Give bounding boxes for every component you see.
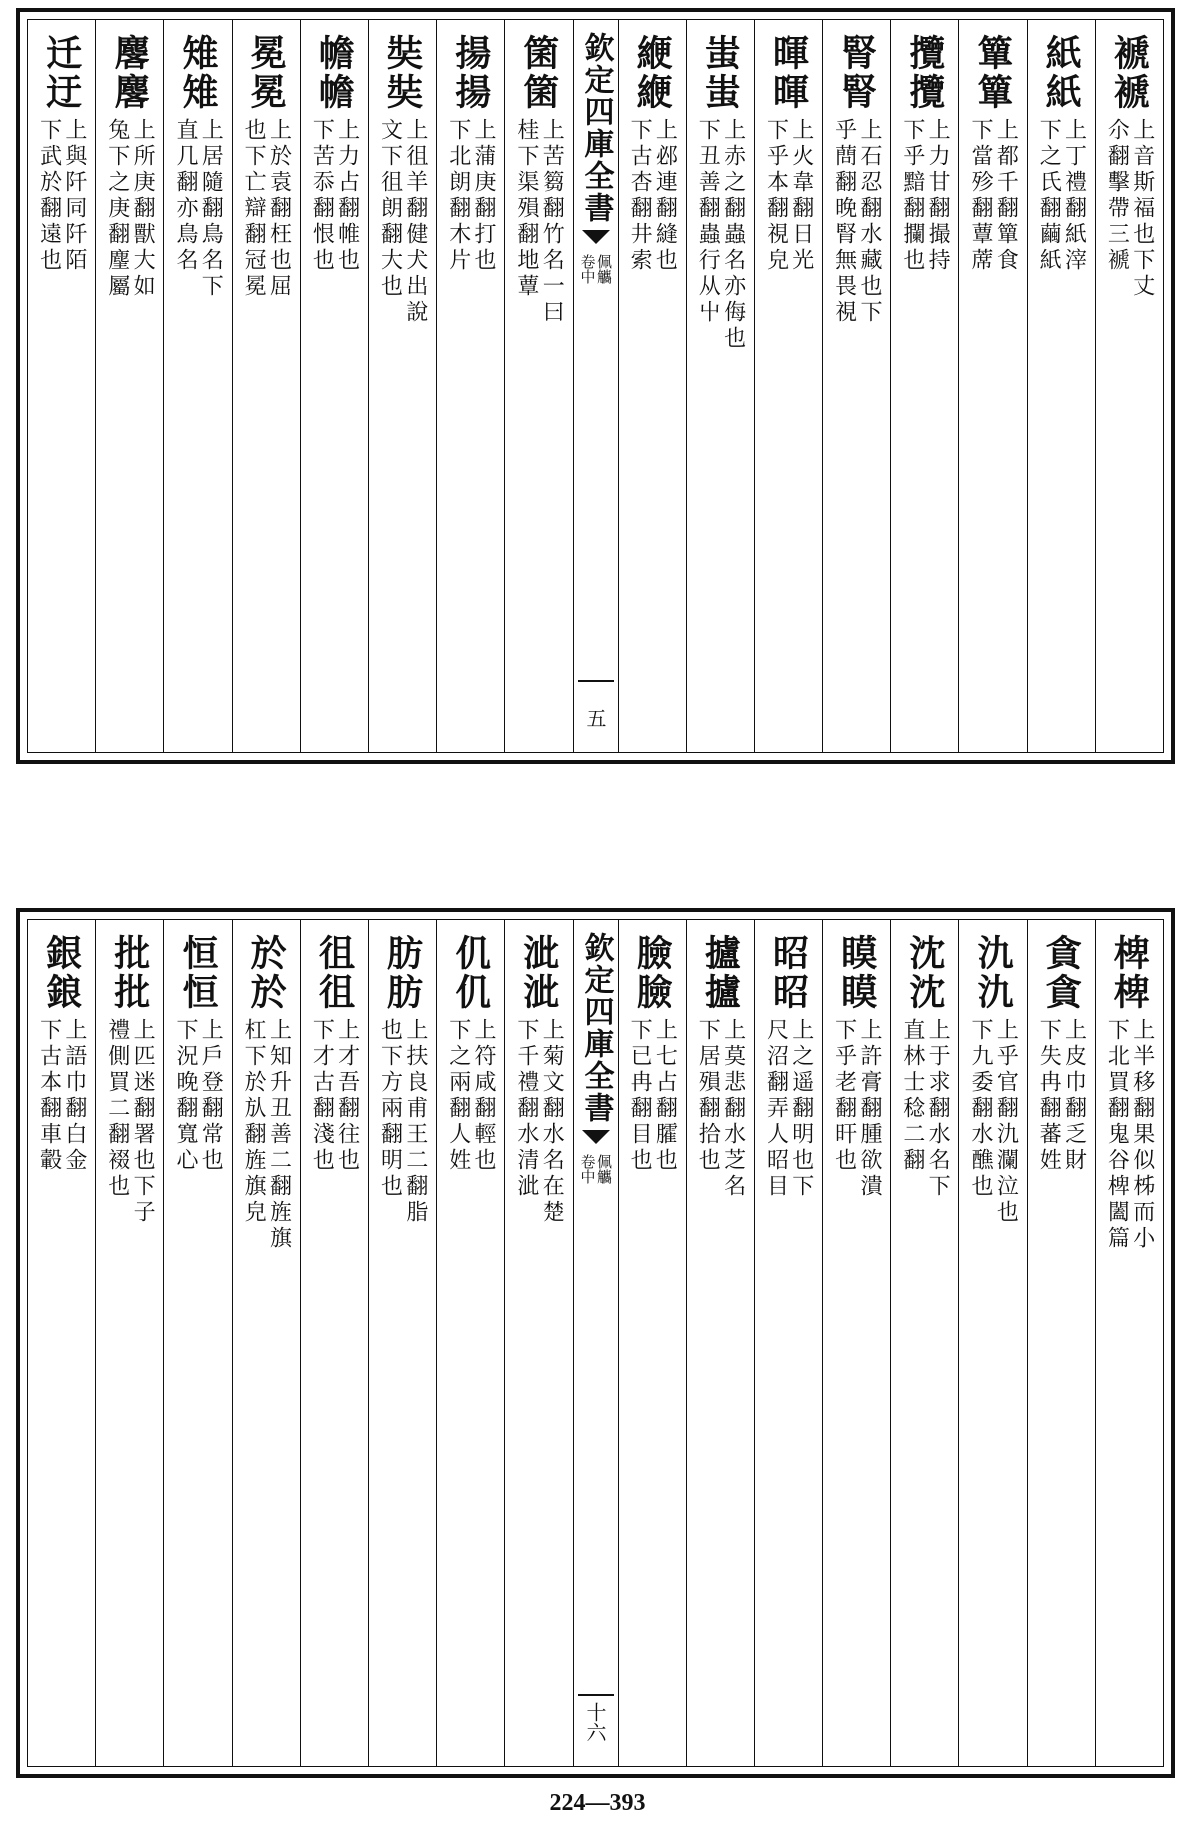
entry-headword: 幨幨	[313, 34, 356, 112]
entry-column	[95, 920, 163, 1766]
fishtail-mark	[582, 1130, 610, 1144]
entry-note-line: 下乎本翻視皃	[763, 118, 789, 274]
entry-note-line: 上許膏翻腫欲潰	[856, 1018, 882, 1200]
entry-note-line: 下之氏翻繭紙	[1036, 118, 1062, 274]
volume-label	[579, 1154, 612, 1184]
entry-notes	[377, 1018, 428, 1226]
entry-note-line: 上蒲庚翻打也	[471, 118, 497, 274]
entry-headword: 迁迂	[40, 34, 83, 112]
entry-headword: 腎腎	[835, 34, 878, 112]
fold-rule	[578, 1694, 614, 1696]
entry-note-line: 上匹迷翻署也下子	[130, 1018, 156, 1226]
entry-note-line: 上音斯福也下丈	[1129, 118, 1155, 300]
entry-note-line: 也下亡辯翻冠冕	[241, 118, 267, 300]
entry-notes	[173, 118, 224, 300]
entry-column	[300, 20, 368, 752]
volume-label-line: 卷中	[578, 1154, 597, 1184]
entry-column	[618, 20, 686, 752]
entry-column	[163, 20, 231, 752]
entry-note-line: 上半移翻果似柹而小	[1129, 1018, 1155, 1252]
entry-column	[1095, 920, 1163, 1766]
entry-headword: 雉雉	[176, 34, 219, 112]
entry-column	[1095, 20, 1163, 752]
entry-note-line: 上力占翻帷也	[334, 118, 360, 274]
entry-note-line: 上苦篘翻竹名一曰	[539, 118, 565, 326]
entry-headword: 奘奘	[381, 34, 424, 112]
entry-note-line: 下九委翻水醮也	[968, 1018, 994, 1200]
entry-note-line: 下北買翻鬼谷椑闔篇	[1104, 1018, 1130, 1252]
entry-headword: 仉仉	[449, 934, 492, 1012]
entry-headword: 緶緶	[631, 34, 674, 112]
entry-headword: 氿氿	[972, 934, 1015, 1012]
entry-note-line: 文下徂朗翻大也	[377, 118, 403, 300]
entry-notes	[36, 1018, 87, 1174]
entry-note-line: 上丁禮翻紙滓	[1061, 118, 1087, 274]
entry-headword: 冕冕	[245, 34, 288, 112]
entry-note-line: 上之遥翻明也下	[788, 1018, 814, 1200]
entry-note-line: 下乎老翻旰也	[831, 1018, 857, 1174]
entry-note-line: 上戶登翻常也	[198, 1018, 224, 1174]
entry-headword: 恒恒	[176, 934, 219, 1012]
entry-notes	[1104, 118, 1155, 300]
entry-note-line: 下乎黯翻攔也	[899, 118, 925, 274]
entry-notes	[514, 1018, 565, 1226]
entry-notes	[1036, 118, 1087, 274]
entry-notes	[1104, 1018, 1155, 1252]
entry-column	[504, 920, 572, 1766]
center-fold-column	[573, 20, 618, 752]
entry-notes	[1036, 1018, 1087, 1174]
entry-note-line: 也下方兩翻明也	[377, 1018, 403, 1200]
entry-notes	[241, 1018, 292, 1252]
page-top	[16, 8, 1175, 764]
entry-notes	[627, 1018, 678, 1174]
entry-note-line: 下苦忝翻恨也	[309, 118, 335, 274]
entry-headword: 銀鋃	[40, 934, 83, 1012]
entry-headword: 紙紙	[1040, 34, 1083, 112]
entry-headword: 揚揚	[449, 34, 492, 112]
volume-label-line: 佩觿	[595, 1154, 613, 1184]
entry-notes	[514, 118, 565, 326]
entry-column	[958, 920, 1026, 1766]
entry-note-line: 杠下於㫃翻旌旗皃	[241, 1018, 267, 1226]
entry-note-line: 下況晚翻寬心	[172, 1018, 198, 1174]
entry-headword: 暉暉	[767, 34, 810, 112]
entry-note-line: 上于求翻水名下	[925, 1018, 951, 1200]
entry-note-line: 上力甘翻撮持	[925, 118, 951, 274]
entry-note-line: 上皮巾翻乏財	[1061, 1018, 1087, 1174]
entry-note-line: 上知升丑善二翻旌旗	[266, 1018, 292, 1252]
entry-column	[232, 920, 300, 1766]
entry-column	[504, 20, 572, 752]
entry-notes	[445, 1018, 496, 1174]
entry-notes	[309, 1018, 360, 1174]
entry-note-line: 尺沼翻弄人昭目	[763, 1018, 789, 1200]
entry-note-line: 上石忍翻水藏也下	[856, 118, 882, 326]
entry-headword: 褫褫	[1108, 34, 1151, 112]
entry-note-line: 禮側買二翻裰也	[104, 1018, 130, 1200]
entry-column	[232, 20, 300, 752]
entry-note-line: 上乎官翻氿瀾泣也	[993, 1018, 1019, 1226]
entry-note-line: 下古杏翻井索	[627, 118, 653, 274]
entry-notes	[173, 1018, 224, 1174]
entry-column	[890, 20, 958, 752]
entry-notes	[104, 118, 155, 300]
entry-column	[618, 920, 686, 1766]
entry-notes	[695, 1018, 746, 1200]
entry-notes	[377, 118, 428, 326]
entry-note-line: 下居殞翻拾也	[695, 1018, 721, 1174]
page-bottom	[16, 908, 1175, 1778]
entry-notes	[104, 1018, 155, 1226]
entry-note-line: 上語巾翻白金	[61, 1018, 87, 1174]
entry-column	[95, 20, 163, 752]
entry-headword: 貪貪	[1040, 934, 1083, 1012]
entry-notes	[831, 1018, 882, 1200]
entry-headword: 於於	[245, 934, 288, 1012]
entry-headword: 椑椑	[1108, 934, 1151, 1012]
entry-note-line: 下古本翻車轂	[36, 1018, 62, 1174]
entry-column	[822, 920, 890, 1766]
entry-notes	[763, 1018, 814, 1200]
book-title: 欽定四庫全書	[578, 32, 614, 224]
entry-note-line: 上徂羊翻健犬出說	[402, 118, 428, 326]
entry-notes	[968, 1018, 1019, 1226]
entry-column	[436, 20, 504, 752]
entry-notes	[36, 118, 87, 274]
entry-notes	[627, 118, 678, 274]
entry-column	[1027, 920, 1095, 1766]
entry-column	[28, 920, 95, 1766]
entry-note-line: 上於袁翻枉也屈	[266, 118, 292, 300]
entry-column	[163, 920, 231, 1766]
entry-column	[754, 20, 822, 752]
entry-note-line: 上才吾翻往也	[334, 1018, 360, 1174]
entry-note-line: 桂下渠殞翻地蕈	[513, 118, 539, 300]
entry-notes	[900, 118, 951, 274]
entry-note-line: 上邲連翻縫也	[652, 118, 678, 274]
entry-note-line: 下才古翻淺也	[309, 1018, 335, 1174]
page-number: 五	[583, 708, 607, 728]
entry-note-line: 上赤之翻蟲名亦侮也	[720, 118, 746, 352]
entry-column	[686, 920, 754, 1766]
entry-column	[368, 920, 436, 1766]
entry-note-line: 上菊文翻水名在楚	[539, 1018, 565, 1226]
entry-headword: 箘箘	[517, 34, 560, 112]
entry-column	[368, 20, 436, 752]
entry-note-line: 上居隨翻鳥名下	[198, 118, 224, 300]
volume-label-line: 卷中	[578, 254, 597, 284]
entry-column	[1027, 20, 1095, 752]
entry-notes	[968, 118, 1019, 274]
entry-notes	[695, 118, 746, 352]
entry-column	[28, 20, 95, 752]
entry-notes	[241, 118, 292, 300]
entry-column	[754, 920, 822, 1766]
entry-notes	[900, 1018, 951, 1200]
entry-headword: 蚩蚩	[699, 34, 742, 112]
entry-column	[436, 920, 504, 1766]
entry-note-line: 下之兩翻人姓	[445, 1018, 471, 1174]
entry-note-line: 下當殄翻蕈蓆	[968, 118, 994, 274]
entry-note-line: 上火韋翻日光	[788, 118, 814, 274]
volume-label	[579, 254, 612, 284]
volume-label-line: 佩觿	[595, 254, 613, 284]
entry-note-line: 直几翻亦鳥名	[172, 118, 198, 274]
entry-note-line: 上扶良甫王二翻脂	[402, 1018, 428, 1226]
entry-notes	[831, 118, 882, 326]
entry-headword: 臉臉	[631, 934, 674, 1012]
entry-notes	[309, 118, 360, 274]
entry-headword: 肪肪	[381, 934, 424, 1012]
entry-note-line: 下丑善翻蟲行从屮	[695, 118, 721, 326]
center-fold-column	[573, 920, 618, 1766]
entry-note-line: 上符咸翻輕也	[471, 1018, 497, 1174]
entry-note-line: 直林士稔二翻	[899, 1018, 925, 1174]
entry-note-line: 上都千翻簞食	[993, 118, 1019, 274]
entry-column	[958, 20, 1026, 752]
page-top-columns	[27, 19, 1164, 753]
entry-column	[300, 920, 368, 1766]
entry-note-line: 下武於翻遠也	[36, 118, 62, 274]
entry-headword: 批批	[108, 934, 151, 1012]
entry-note-line: 下失冉翻蕃姓	[1036, 1018, 1062, 1174]
entry-headword: 昭昭	[767, 934, 810, 1012]
entry-headword: 簞簞	[972, 34, 1015, 112]
entry-note-line: 下北朗翻木片	[445, 118, 471, 274]
page-bottom-columns	[27, 919, 1164, 1767]
entry-column	[890, 920, 958, 1766]
fishtail-mark	[582, 230, 610, 244]
entry-column	[822, 20, 890, 752]
entry-headword: 沈沈	[903, 934, 946, 1012]
entry-headword: 麐麐	[108, 34, 151, 112]
entry-note-line: 上所庚翻獸大如	[130, 118, 156, 300]
entry-notes	[445, 118, 496, 274]
page-number: 十六	[583, 1702, 607, 1742]
entry-headword: 泚泚	[517, 934, 560, 1012]
entry-headword: 攎攎	[699, 934, 742, 1012]
entry-note-line: 上莫悲翻水芝名	[720, 1018, 746, 1200]
entry-note-line: 兔下之庚翻麈屬	[104, 118, 130, 300]
entry-note-line: 上七占翻臛也	[652, 1018, 678, 1174]
footer-page-code: 224—393	[549, 1790, 646, 1816]
entry-note-line: 下千禮翻水清泚	[513, 1018, 539, 1200]
entry-column	[686, 20, 754, 752]
entry-headword: 瞙瞙	[835, 934, 878, 1012]
book-title: 欽定四庫全書	[578, 932, 614, 1124]
entry-headword: 徂徂	[313, 934, 356, 1012]
entry-note-line: 乎蔄翻晚腎無畏視	[831, 118, 857, 326]
entry-notes	[763, 118, 814, 274]
entry-note-line: 尒翻擊帶三褫	[1104, 118, 1130, 274]
fold-rule	[578, 680, 614, 682]
entry-headword: 攬攬	[903, 34, 946, 112]
entry-note-line: 下已冉翻目也	[627, 1018, 653, 1174]
entry-note-line: 上與阡同阡陌	[61, 118, 87, 274]
